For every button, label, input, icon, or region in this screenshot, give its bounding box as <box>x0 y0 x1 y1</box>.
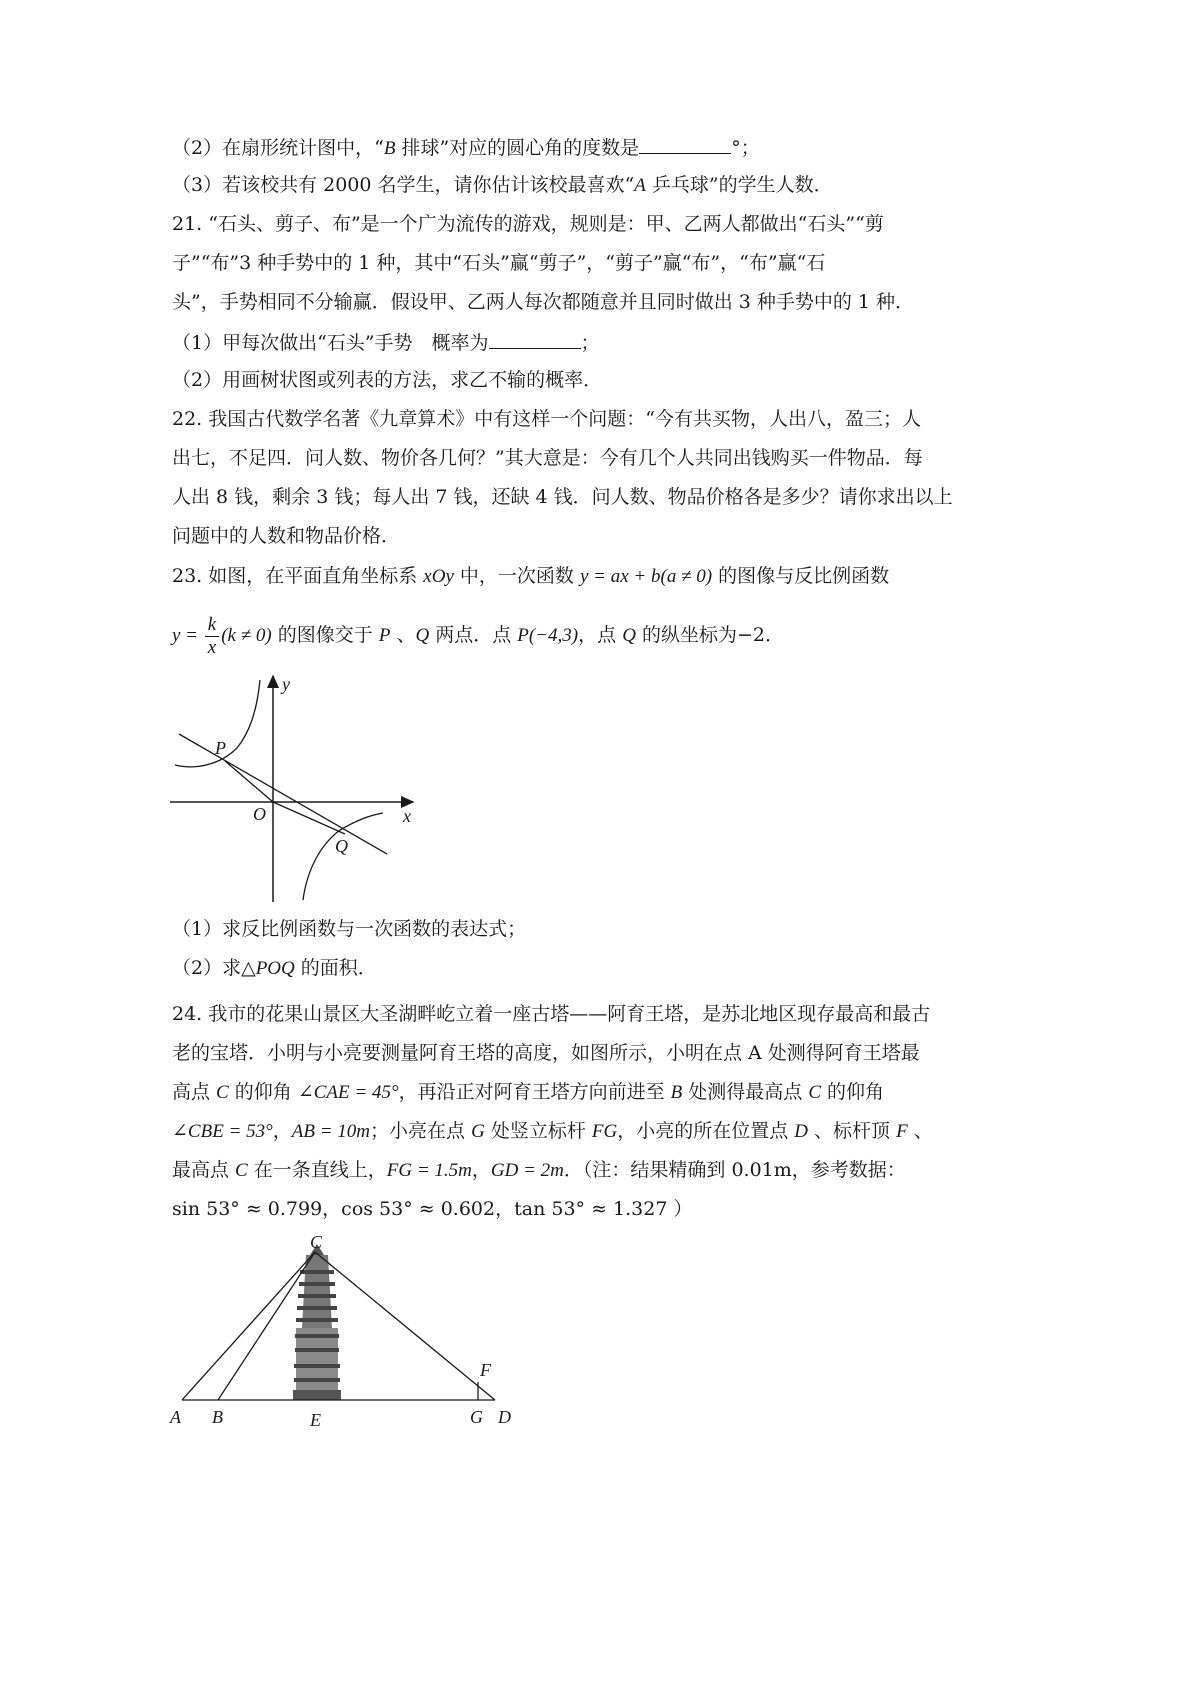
text: P(−4,3) <box>517 625 579 646</box>
text: 的面积． <box>294 957 377 979</box>
text: AB = 10m <box>291 1121 371 1142</box>
q24-line3 <box>172 1079 884 1106</box>
text: F <box>896 1121 908 1142</box>
linear-function-line <box>179 734 387 854</box>
q21-line1: 21. “石头、剪子、布”是一个广为流传的游戏，规则是：甲、乙两人都做出“石头”“剪 <box>172 213 884 235</box>
text: 、 <box>907 1120 933 1142</box>
label-p: P <box>215 738 226 758</box>
text: (a ≠ 0) <box>660 566 713 587</box>
label-e: E <box>310 1410 321 1430</box>
q24-line2: 老的宝塔．小明与小亮要测量阿育王塔的高度，如图所示，小明在点 A 处测得阿育王塔最 <box>172 1042 920 1064</box>
segment-oq <box>273 802 345 834</box>
label-y: y <box>282 674 290 694</box>
line-dc <box>315 1252 495 1400</box>
text: Q <box>622 625 636 646</box>
text: ； <box>580 332 600 354</box>
text: ，小亮的所在位置点 <box>617 1120 795 1142</box>
text: xOy <box>423 566 454 587</box>
text: P <box>378 625 391 646</box>
text: C <box>235 1160 248 1181</box>
text: (k ≠ 0) <box>221 625 272 646</box>
q23-line2 <box>172 610 784 661</box>
text: A <box>634 175 646 196</box>
text: 在一条直线上， <box>247 1159 387 1181</box>
text: ， <box>471 1159 491 1181</box>
segment-op <box>225 761 273 802</box>
text: G <box>471 1121 485 1142</box>
text: 排球”对应的圆心角的度数是 <box>395 137 640 159</box>
q23-part2 <box>172 955 377 982</box>
text: C <box>808 1082 821 1103</box>
q22-line2: 出七，不足四．问人数、物价各几何？”其大意是：今有几个人共同出钱购买一件物品．每 <box>172 447 923 469</box>
text: （1）甲每次做出“石头”手势 概率为 <box>172 332 489 354</box>
q24-line1: 24. 我市的花果山景区大圣湖畔屹立着一座古塔——阿育王塔，是苏北地区现存最高和最古 <box>172 1003 931 1025</box>
label-x: x <box>403 806 411 826</box>
label-c: C <box>310 1232 323 1252</box>
text: FG = 1.5m <box>386 1160 472 1181</box>
q20-part3 <box>172 172 833 199</box>
q20-part2 <box>172 133 760 162</box>
text: 处测得最高点 <box>682 1081 809 1103</box>
text: 23. 如图，在平面直角坐标系 <box>172 565 424 587</box>
coordinate-figure <box>165 670 425 910</box>
text: °； <box>731 137 760 159</box>
text: 、标杆顶 <box>808 1120 897 1142</box>
text: ∠CBE = 53° <box>172 1121 273 1142</box>
answer-blank <box>639 133 731 154</box>
q23-line1 <box>172 563 889 590</box>
text: 最高点 <box>172 1159 236 1181</box>
label-d: D <box>498 1407 511 1427</box>
q21-part2: （2）用画树状图或列表的方法，求乙不输的概率． <box>172 369 603 391</box>
label-f: F <box>480 1360 491 1380</box>
label-a: A <box>170 1407 181 1427</box>
text: 的图像交于 <box>271 624 379 646</box>
text: y = ax + b <box>579 566 661 587</box>
text: ，再沿正对阿育王塔方向前进至 <box>398 1081 671 1103</box>
label-q: Q <box>335 836 348 856</box>
text: B <box>383 138 396 159</box>
denominator: x <box>207 636 217 658</box>
line-ac <box>182 1252 315 1400</box>
answer-blank <box>489 328 581 349</box>
text: （3）若该校共有 2000 名学生，请你估计该校最喜欢“ <box>172 174 635 196</box>
text: 、 <box>390 624 416 646</box>
q24-line5 <box>172 1157 906 1184</box>
q24-line6: sin 53° ≈ 0.799，cos 53° ≈ 0.602，tan 53° ≈ 1.327 ） <box>172 1198 693 1220</box>
text: C <box>216 1082 229 1103</box>
q24-line4 <box>172 1118 933 1145</box>
text: 两点．点 <box>429 624 518 646</box>
q21-line3: 头”，手势相同不分输赢．假设甲、乙两人每次都随意并且同时做出 3 种手势中的 1 种． <box>172 291 915 313</box>
text: ，点 <box>578 624 623 646</box>
text: 高点 <box>172 1081 217 1103</box>
text: GD = 2m <box>490 1160 564 1181</box>
text: Q <box>415 625 430 646</box>
q21-line2: 子”“布”3 种手势中的 1 种，其中“石头”赢“剪子”，“剪子”赢“布”，“布”赢“石 <box>172 252 826 274</box>
text: 的仰角 <box>228 1081 298 1103</box>
text: ．（注：结果精确到 0.01m，参考数据： <box>563 1159 906 1181</box>
text: 的仰角 <box>821 1081 885 1103</box>
label-o: O <box>253 804 266 824</box>
text: （2）求△ <box>172 957 256 979</box>
text: POQ <box>255 958 295 979</box>
text: ；小亮在点 <box>370 1120 472 1142</box>
label-g: G <box>470 1407 483 1427</box>
hyperbola-branch-lower <box>303 813 383 900</box>
q22-line3: 人出 8 钱，剩余 3 钱；每人出 7 钱，还缺 4 钱．问人数、物品价格各是多少？请你求出以上 <box>172 486 953 508</box>
numerator: k <box>205 614 219 637</box>
text: （2）在扇形统计图中，“ <box>172 137 384 159</box>
text: FG <box>591 1121 618 1142</box>
text: 的纵坐标为−2． <box>635 624 784 646</box>
text: ， <box>272 1120 292 1142</box>
label-b: B <box>212 1407 223 1427</box>
q21-part1 <box>172 328 600 356</box>
tower-figure <box>160 1230 530 1440</box>
text: 乒乓球”的学生人数． <box>645 174 833 196</box>
text: y = <box>172 625 203 646</box>
q22-line4: 问题中的人数和物品价格． <box>172 525 401 547</box>
text: 中，一次函数 <box>453 565 580 587</box>
fraction <box>205 614 219 659</box>
q22-line1: 22. 我国古代数学名著《九章算术》中有这样一个问题：“今有共买物，人出八，盈三；人 <box>172 408 921 430</box>
text: 处竖立标杆 <box>484 1120 592 1142</box>
text: B <box>670 1082 683 1103</box>
text: 的图像与反比例函数 <box>712 565 890 587</box>
q23-part1: （1）求反比例函数与一次函数的表达式； <box>172 918 527 940</box>
text: ∠CAE = 45° <box>297 1082 399 1103</box>
text: D <box>794 1121 808 1142</box>
